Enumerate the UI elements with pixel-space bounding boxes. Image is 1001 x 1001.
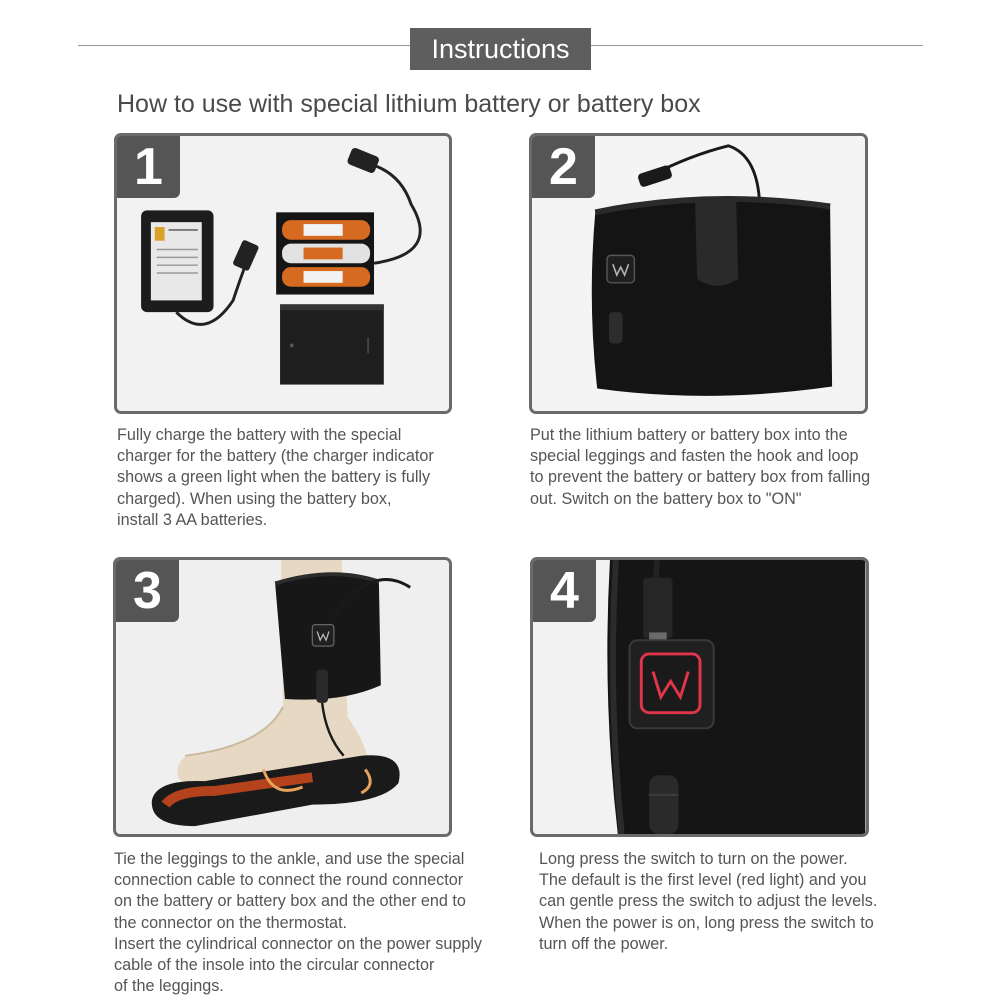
step-2-line: Put the lithium battery or battery box into the <box>530 426 848 444</box>
step-3-line: of the leggings. <box>114 977 224 996</box>
instructions-banner: Instructions <box>410 28 591 70</box>
step-2-description <box>530 425 870 510</box>
step-2-badge: 2 <box>532 136 595 198</box>
step-2-line: to prevent the battery or battery box from falling <box>530 468 871 487</box>
step-3-line: on the battery or battery box and the other end to <box>114 892 466 911</box>
step-2-line: out. Switch on the battery box to "ON" <box>530 489 802 508</box>
step-2-line: special leggings and fasten the hook and loop <box>530 447 859 466</box>
step-3-badge: 3 <box>116 560 179 622</box>
step-1-line: install 3 AA batteries. <box>117 510 268 529</box>
step-4-line: The default is the first level (red light) and you <box>539 871 867 890</box>
step-4-line: When the power is on, long press the switch to <box>539 913 874 932</box>
step-1-photo <box>114 133 452 414</box>
step-3-photo <box>113 557 452 837</box>
step-3-line: connection cable to connect the round connector <box>114 871 464 890</box>
step-3-line: cable of the insole into the circular connector <box>114 956 435 975</box>
step-1-line: charger for the battery (the charger indicator <box>117 447 434 466</box>
step-1-description <box>117 425 434 531</box>
step-4-line: Long press the switch to turn on the power. <box>539 850 848 868</box>
header-rule-left <box>78 45 410 46</box>
step-3-line: the connector on the thermostat. <box>114 913 348 932</box>
step-4-description <box>539 849 877 955</box>
step-3-description <box>114 849 482 997</box>
step-4-line: turn off the power. <box>539 934 669 953</box>
step-4-line: can gentle press the switch to adjust the levels. <box>539 892 878 911</box>
step-3-line: Tie the leggings to the ankle, and use the special <box>114 850 465 868</box>
step-1-line: charged). When using the battery box, <box>117 489 392 508</box>
step-1-badge: 1 <box>117 136 180 198</box>
step-1-line: shows a green light when the battery is fully <box>117 468 431 487</box>
step-3-line: Insert the cylindrical connector on the power supply <box>114 934 483 953</box>
page-subtitle: How to use with special lithium battery or battery box <box>117 90 701 118</box>
step-4-badge: 4 <box>533 560 596 622</box>
step-1-line: Fully charge the battery with the special <box>117 426 402 444</box>
step-2-photo <box>529 133 868 414</box>
step-4-photo <box>530 557 869 837</box>
header-rule-right <box>591 45 923 46</box>
